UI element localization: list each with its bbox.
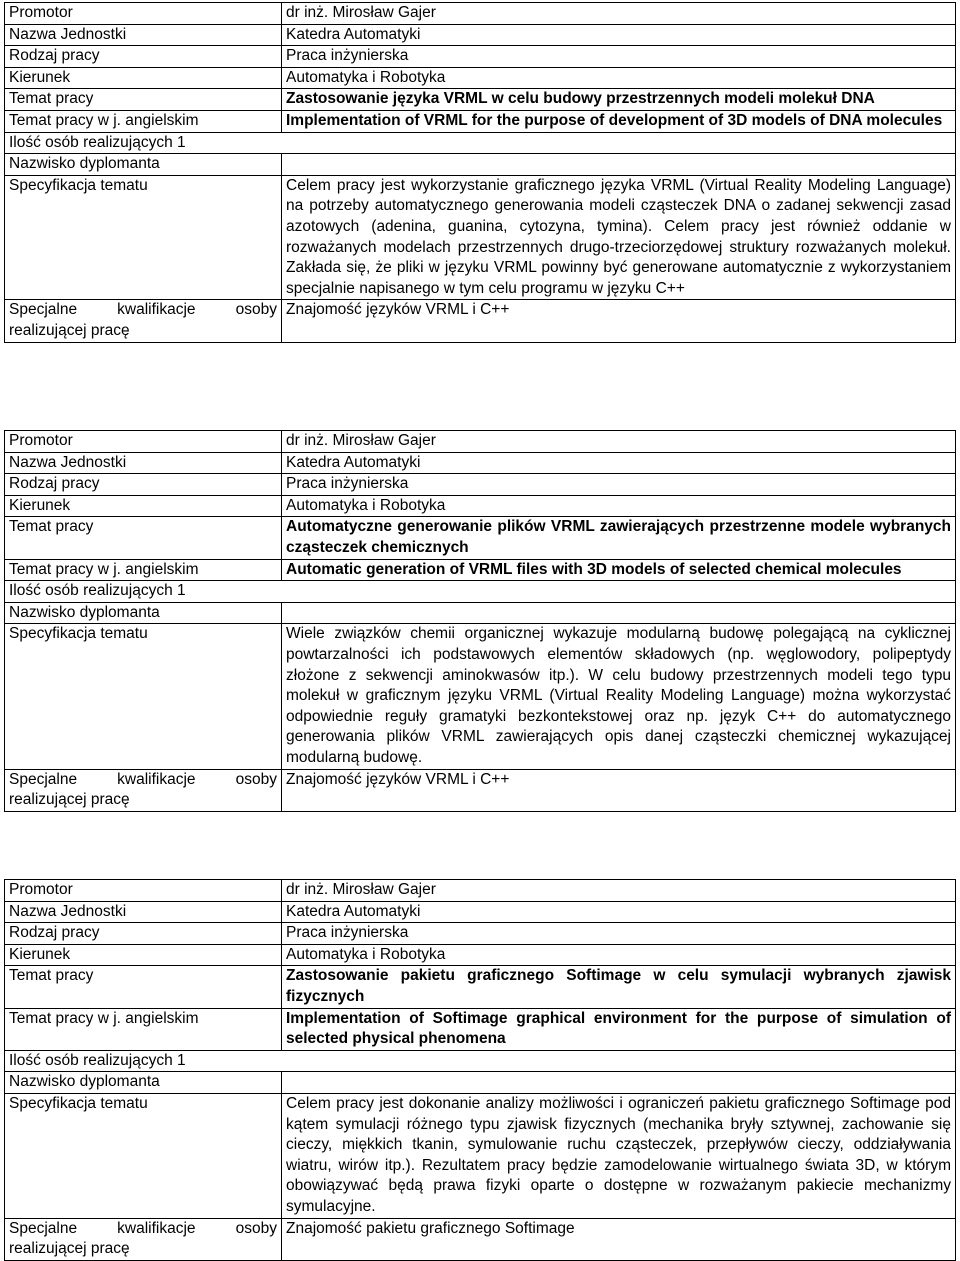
row-spec	[5, 175, 956, 300]
value-title-en: Implementation of Softimage graphical environment for the purpose of simulation of selected physical phenomena	[282, 1008, 956, 1050]
label-promotor: Promotor	[5, 880, 282, 902]
value-direction: Automatyka i Robotyka	[282, 495, 956, 517]
row-student	[5, 602, 956, 624]
row-promotor	[5, 431, 956, 453]
label-unit: Nazwa Jednostki	[5, 24, 282, 46]
label-type: Rodzaj pracy	[5, 923, 282, 945]
row-type	[5, 923, 956, 945]
value-title-en: Automatic generation of VRML files with 3D models of selected chemical molecules	[282, 559, 956, 581]
value-student	[282, 154, 956, 176]
row-persons	[5, 132, 956, 154]
row-title-pl	[5, 89, 956, 111]
value-student	[282, 1072, 956, 1094]
row-title-en	[5, 110, 956, 132]
row-type	[5, 474, 956, 496]
value-promotor: dr inż. Mirosław Gajer	[282, 3, 956, 25]
row-direction	[5, 495, 956, 517]
label-spec: Specyfikacja tematu	[5, 175, 282, 300]
label-title-pl: Temat pracy	[5, 517, 282, 559]
row-direction	[5, 67, 956, 89]
value-type: Praca inżynierska	[282, 474, 956, 496]
label-title-en: Temat pracy w j. angielskim	[5, 110, 282, 132]
label-unit: Nazwa Jednostki	[5, 452, 282, 474]
value-persons: 1	[177, 582, 186, 600]
value-unit: Katedra Automatyki	[282, 901, 956, 923]
row-unit	[5, 452, 956, 474]
value-title-pl: Zastosowanie języka VRML w celu budowy przestrzennych modeli molekuł DNA	[282, 89, 956, 111]
row-spec	[5, 624, 956, 769]
row-persons	[5, 1050, 956, 1072]
row-persons	[5, 581, 956, 603]
value-persons: 1	[177, 133, 186, 151]
topic-table-1	[4, 2, 956, 343]
row-title-en	[5, 1008, 956, 1050]
row-type	[5, 46, 956, 68]
value-qualifications: Znajomość języków VRML i C++	[282, 300, 956, 342]
row-unit	[5, 24, 956, 46]
value-persons: 1	[177, 1051, 186, 1069]
value-spec: Celem pracy jest wykorzystanie graficznego języka VRML (Virtual Reality Modeling Language) na potrzeby automatycznego generowania modeli cząsteczek DNA o zadanej sekwencji zasad azotowych (adenina, guanina, cytozyna, tymina). Celem pracy jest również oddanie w rozważanych modelach przestrzennych drugo-trzeciorzędowej struktury rozważanych molekuł. Zakłada się, że pliki w języku VRML powinny być generowane automatycznie z wykorzystaniem specjalnie napisanego w tym celu programu w języku C++	[282, 175, 956, 300]
row-title-en	[5, 559, 956, 581]
label-title-pl: Temat pracy	[5, 966, 282, 1008]
row-spec	[5, 1093, 956, 1218]
label-direction: Kierunek	[5, 944, 282, 966]
value-student	[282, 602, 956, 624]
label-direction: Kierunek	[5, 495, 282, 517]
topic-table-2	[4, 430, 956, 812]
label-type: Rodzaj pracy	[5, 474, 282, 496]
label-persons: Ilość osób realizujących	[9, 133, 173, 151]
label-title-en: Temat pracy w j. angielskim	[5, 559, 282, 581]
row-qualifications	[5, 1218, 956, 1260]
value-title-pl: Automatyczne generowanie plików VRML zawierających przestrzenne modele wybranych cząsteczek chemicznych	[282, 517, 956, 559]
value-title-en: Implementation of VRML for the purpose of development of 3D models of DNA molecules	[282, 110, 956, 132]
row-promotor	[5, 3, 956, 25]
value-unit: Katedra Automatyki	[282, 452, 956, 474]
persons-cell	[5, 1050, 956, 1072]
label-spec: Specyfikacja tematu	[5, 624, 282, 769]
row-unit	[5, 901, 956, 923]
label-qualifications: Specjalne kwalifikacje osoby realizującej pracę	[5, 300, 282, 342]
row-qualifications	[5, 769, 956, 811]
row-qualifications	[5, 300, 956, 342]
label-student: Nazwisko dyplomanta	[5, 1072, 282, 1094]
row-promotor	[5, 880, 956, 902]
label-promotor: Promotor	[5, 431, 282, 453]
label-student: Nazwisko dyplomanta	[5, 154, 282, 176]
value-qualifications: Znajomość języków VRML i C++	[282, 769, 956, 811]
label-promotor: Promotor	[5, 3, 282, 25]
persons-cell	[5, 132, 956, 154]
value-spec: Wiele związków chemii organicznej wykazuje modularną budowę polegającą na cyklicznej powtarzalności ich podstawowych elementów składowych (np. węglowodory, polipeptydy złożone z sekwencji aminokwasów itp.). W celu budowy przestrzennych modeli tego typu molekuł w graficznym języku VRML (Virtual Reality Modeling Language) można wykorzystać odpowiednie reguły gramatyki bezkontekstowej oraz np. język C++ do automatycznego generowania plików VRML zawierających opis danej cząsteczki chemicznej wykazującej modularną budowę.	[282, 624, 956, 769]
label-qualifications: Specjalne kwalifikacje osoby realizującej pracę	[5, 769, 282, 811]
row-student	[5, 1072, 956, 1094]
value-type: Praca inżynierska	[282, 46, 956, 68]
label-title-en: Temat pracy w j. angielskim	[5, 1008, 282, 1050]
value-spec: Celem pracy jest dokonanie analizy możliwości i ograniczeń pakietu graficznego Softimage pod kątem symulacji różnego typu zjawisk fizycznych (mechanika bryły sztywnej, zachowanie się cieczy, miękkich tkanin, symulowanie ruchu cząsteczek, przepływów cieczy, oddziaływania wiatru, wirów itp.). Rezultatem pracy będzie zamodelowanie wirtualnego świata 3D, w którym obowiązywać będą prawa fizyki oparte o dostępne w rozważanym pakiecie mechanizmy symulacyjne.	[282, 1093, 956, 1218]
label-persons: Ilość osób realizujących	[9, 1051, 173, 1069]
topic-table-3	[4, 879, 956, 1261]
row-title-pl	[5, 517, 956, 559]
label-type: Rodzaj pracy	[5, 46, 282, 68]
label-persons: Ilość osób realizujących	[9, 582, 173, 600]
value-promotor: dr inż. Mirosław Gajer	[282, 431, 956, 453]
value-unit: Katedra Automatyki	[282, 24, 956, 46]
label-qualifications: Specjalne kwalifikacje osoby realizującej pracę	[5, 1218, 282, 1260]
value-type: Praca inżynierska	[282, 923, 956, 945]
label-spec: Specyfikacja tematu	[5, 1093, 282, 1218]
label-title-pl: Temat pracy	[5, 89, 282, 111]
row-student	[5, 154, 956, 176]
label-unit: Nazwa Jednostki	[5, 901, 282, 923]
value-promotor: dr inż. Mirosław Gajer	[282, 880, 956, 902]
value-direction: Automatyka i Robotyka	[282, 944, 956, 966]
value-qualifications: Znajomość pakietu graficznego Softimage	[282, 1218, 956, 1260]
value-direction: Automatyka i Robotyka	[282, 67, 956, 89]
label-student: Nazwisko dyplomanta	[5, 602, 282, 624]
persons-cell	[5, 581, 956, 603]
row-title-pl	[5, 966, 956, 1008]
value-title-pl: Zastosowanie pakietu graficznego Softimage w celu symulacji wybranych zjawisk fizycznych	[282, 966, 956, 1008]
row-direction	[5, 944, 956, 966]
label-direction: Kierunek	[5, 67, 282, 89]
